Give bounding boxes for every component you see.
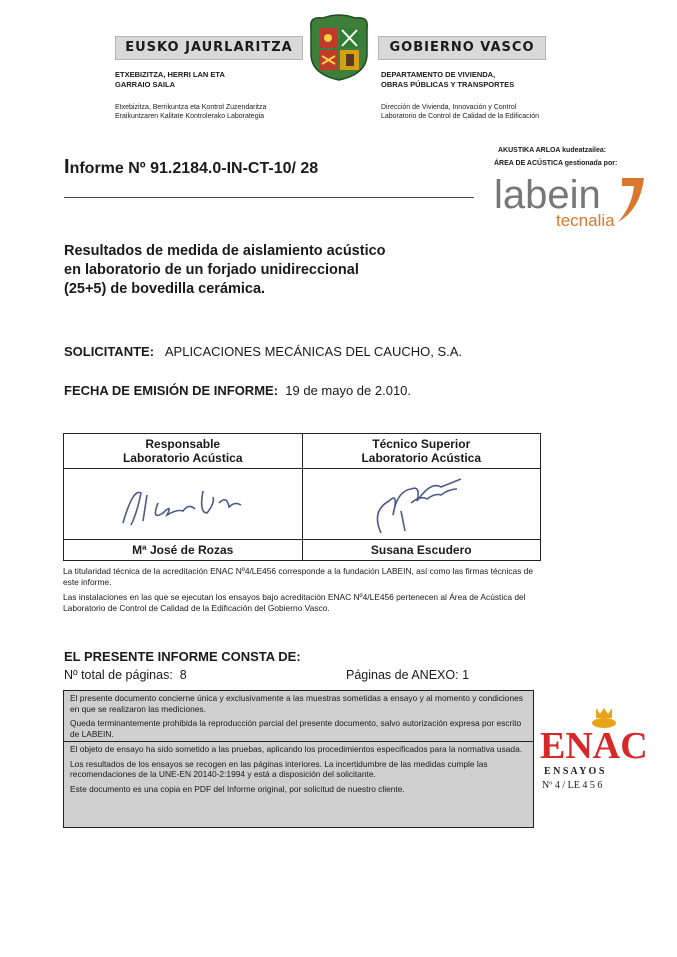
enac-logo-text: ENAC bbox=[540, 725, 648, 767]
left-name: Mª José de Rozas bbox=[64, 540, 303, 561]
note-accreditation: La titularidad técnica de la acreditación ENAC Nº4/LE456 corresponde a la fundación LABEIN, así como las firmas técnicas de este informe. bbox=[63, 566, 533, 587]
signature-rozas-icon bbox=[103, 473, 263, 533]
left-signature bbox=[64, 469, 303, 540]
consta-heading: EL PRESENTE INFORME CONSTA DE: bbox=[64, 649, 301, 664]
fecha-emision: FECHA DE EMISIÓN DE INFORME: 19 de mayo de 2.010. bbox=[64, 383, 412, 398]
left-role: Responsable Laboratorio Acústica bbox=[64, 434, 303, 469]
signature-table bbox=[63, 433, 541, 561]
header-right-title: GOBIERNO VASCO bbox=[378, 36, 546, 60]
disclaimer-box bbox=[63, 690, 534, 828]
header-left-title: EUSKO JAURLARITZA bbox=[115, 36, 303, 60]
labein-caption-es: ÁREA DE ACÚSTICA gestionada por: bbox=[494, 160, 618, 167]
left-department: ETXEBIZITZA, HERRI LAN ETA GARRAIO SAILA bbox=[115, 70, 225, 89]
report-title: Resultados de medida de aislamiento acústico en laboratorio de un forjado unidireccional (25+5) de bovedilla cerámica. bbox=[64, 243, 386, 297]
disclaimer-5: Este documento es una copia en PDF del Informe original, por solicitud de nuestro cliente. bbox=[70, 783, 405, 794]
enac-sub: E N S A Y O S bbox=[544, 766, 605, 777]
labein-logo bbox=[494, 170, 654, 232]
signature-escudero-icon bbox=[341, 471, 501, 535]
disclaimer-4: Los resultados de los ensayos se recogen en las páginas interiores. La incertidumbre de las medidas cumple las recomendaciones de la UNE-EN 20140-2:1994 y está a disposición del solicitante. bbox=[70, 758, 488, 779]
right-role: Técnico Superior Laboratorio Acústica bbox=[302, 434, 541, 469]
labein-logo-text: labein bbox=[494, 173, 601, 217]
left-subdepartment: Etxebizitza, Berrikuntza eta Kontrol Zuzendaritza Eraikuntzaren Kalitate Kontrolerako Laborategia bbox=[115, 104, 267, 120]
disclaimer-2: Queda terminantemente prohibida la reproducción parcial del presente documento, salvo autorización expresa por escrito de LABEIN. bbox=[70, 718, 522, 739]
enac-number: Nº 4 / LE 4 5 6 bbox=[542, 780, 603, 791]
disclaimer-3: El objeto de ensayo ha sido sometido a las pruebas, aplicando los procedimientos especificados para la normativa usada. bbox=[64, 741, 533, 757]
right-signature bbox=[302, 469, 541, 540]
right-department: DEPARTAMENTO DE VIVIENDA, OBRAS PÚBLICAS Y TRANSPORTES bbox=[381, 70, 515, 89]
report-number: Informe Nº 91.2184.0-IN-CT-10/ 28 bbox=[64, 156, 319, 178]
solicitante: SOLICITANTE: APLICACIONES MECÁNICAS DEL CAUCHO, S.A. bbox=[64, 344, 463, 359]
right-name: Susana Escudero bbox=[302, 540, 541, 561]
divider bbox=[64, 197, 474, 198]
annex-pages: Páginas de ANEXO: 1 bbox=[346, 668, 470, 682]
basque-government-crest-icon bbox=[305, 14, 373, 82]
note-installations: Las instalaciones en las que se ejecutan los ensayos bajo acreditación ENAC Nº4/LE456 pertenecen al Área de Acústica del Laboratorio de Control de Calidad de la Edificación del Gobierno Vasco. bbox=[63, 592, 526, 613]
disclaimer-1: El presente documento concierne única y exclusivamente a las muestras sometidas a ensayo y al momento y condiciones en que se realizaron las mediciones. bbox=[70, 693, 523, 714]
total-pages: Nº total de páginas: 8 bbox=[64, 668, 187, 682]
labein-caption-eu: AKUSTIKA ARLOA kudeatzailea: bbox=[498, 147, 607, 154]
right-subdepartment: Dirección de Vivienda, Innovación y Control Laboratorio de Control de Calidad de la Edificación bbox=[381, 104, 539, 120]
labein-logo-sub: tecnalia bbox=[556, 211, 615, 230]
enac-logo bbox=[540, 706, 660, 796]
